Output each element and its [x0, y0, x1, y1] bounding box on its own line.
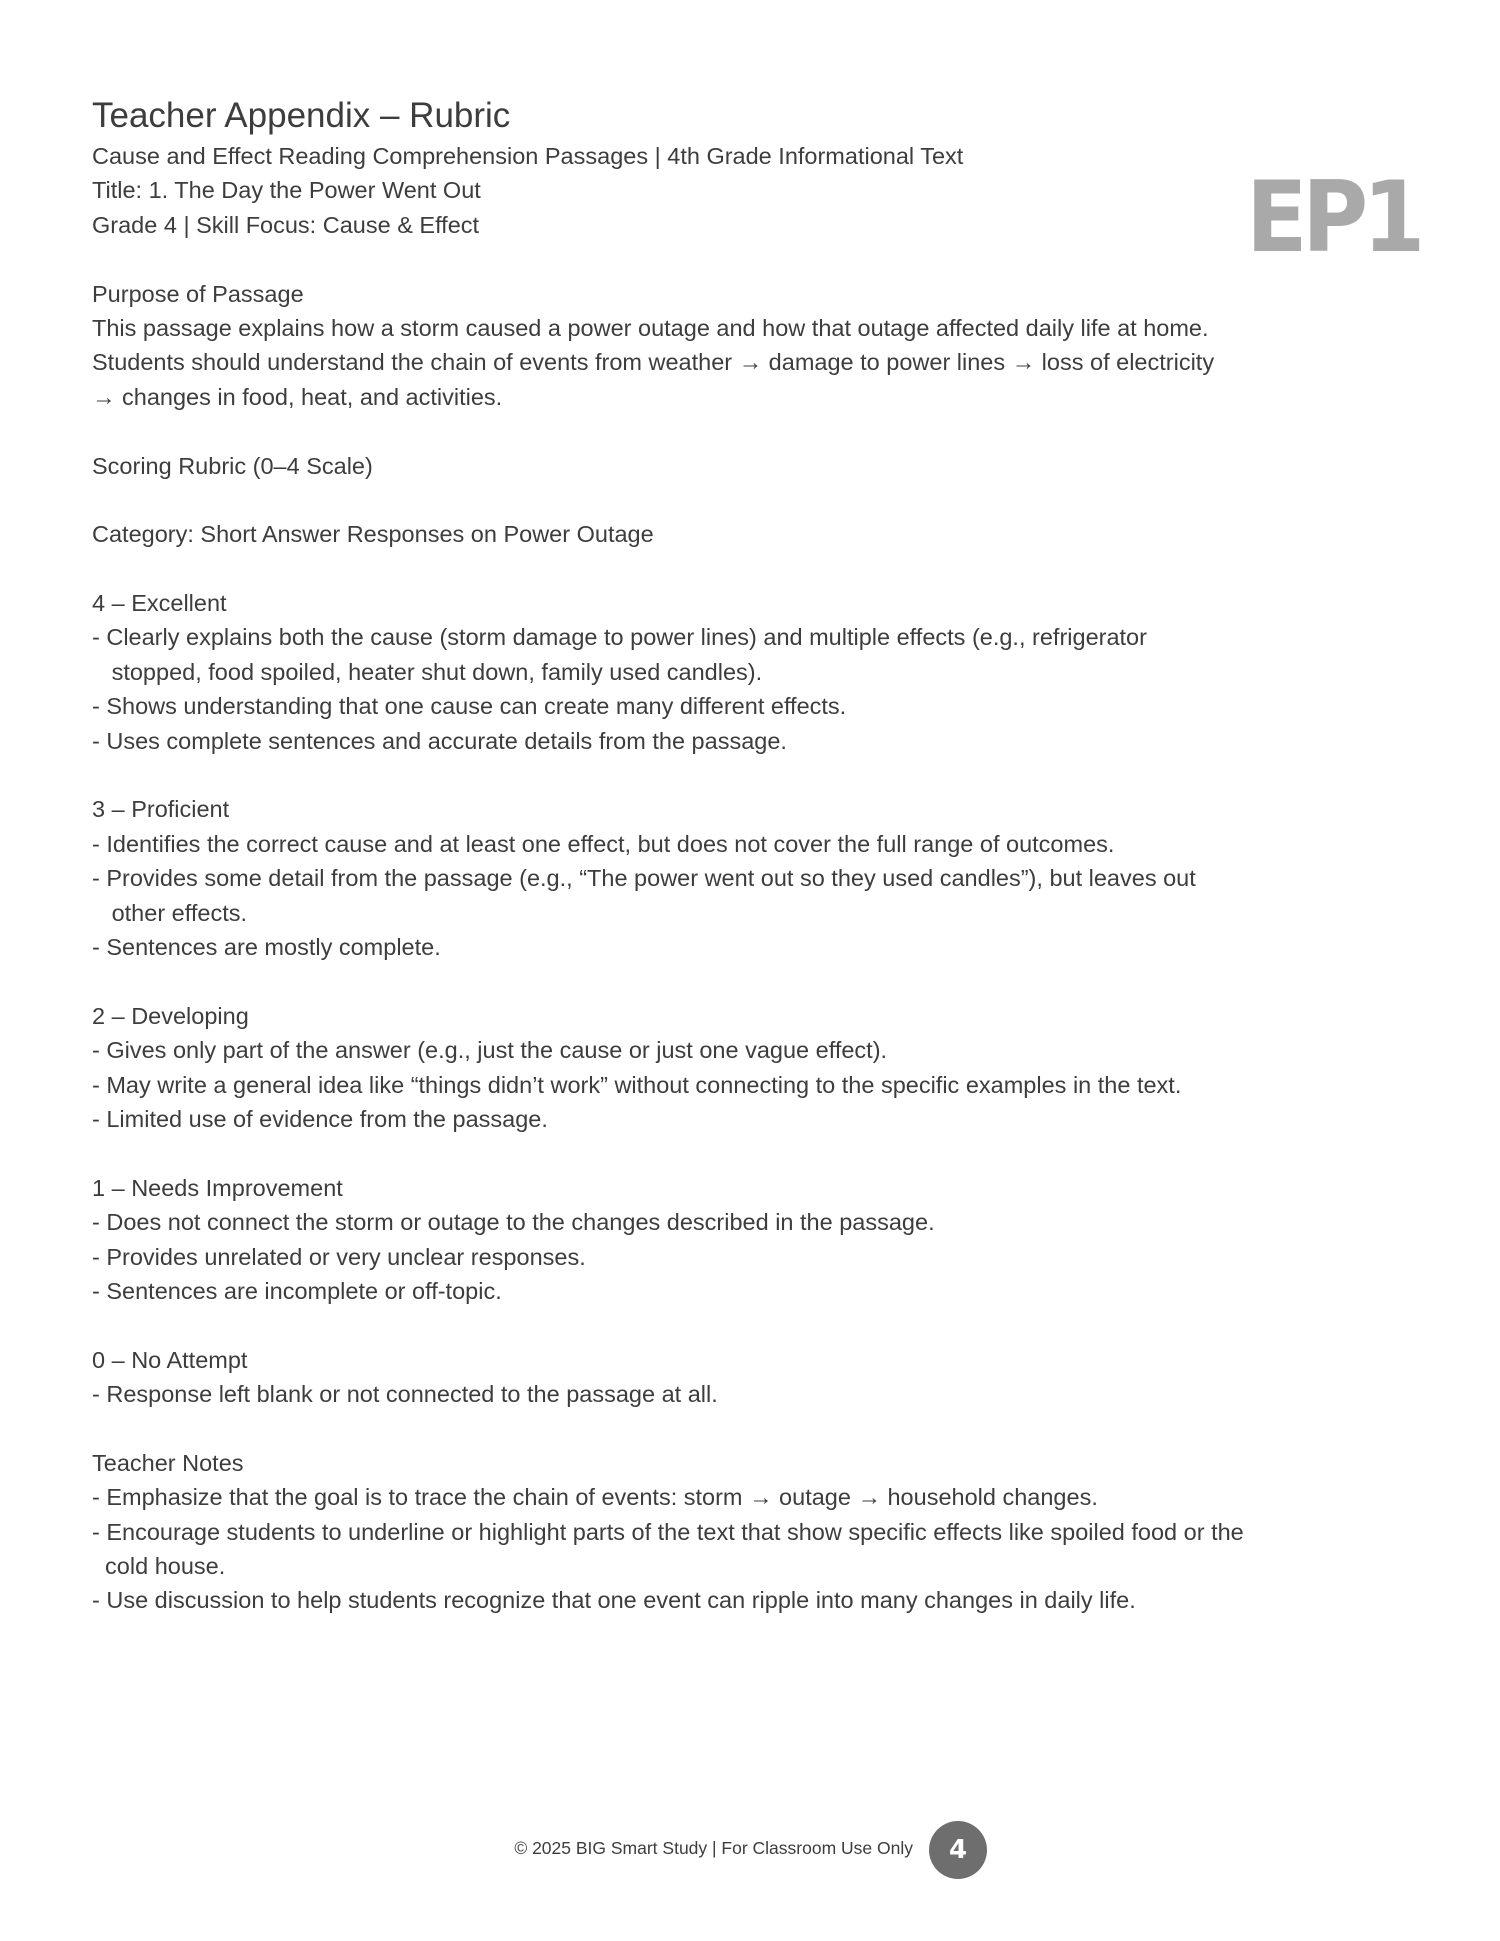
passage-code-badge: EP1	[1246, 161, 1420, 275]
level-heading: 2 – Developing	[92, 1002, 249, 1029]
page-title: Teacher Appendix – Rubric	[92, 96, 511, 135]
level-line: - Shows understanding that one cause can create many different effects.	[92, 693, 847, 720]
level-line: - Sentences are mostly complete.	[92, 933, 441, 960]
level-line: - Identifies the correct cause and at least one effect, but does not cover the full range of outcomes.	[92, 830, 1115, 857]
level-heading: 3 – Proficient	[92, 796, 230, 823]
level-line: - Uses complete sentences and accurate details from the passage.	[92, 727, 787, 754]
passage-title: Title: 1. The Day the Power Went Out	[92, 177, 481, 204]
level-line: - Provides unrelated or very unclear responses.	[92, 1243, 586, 1270]
level-line: - Does not connect the storm or outage to the changes described in the passage.	[92, 1209, 935, 1236]
level-line: - Gives only part of the answer (e.g., just the cause or just one vague effect).	[92, 1037, 888, 1064]
notes-heading: Teacher Notes	[92, 1449, 244, 1476]
purpose-line: Students should understand the chain of events from weather → damage to power lines → loss of electricity	[92, 349, 1215, 376]
notes-line: cold house.	[92, 1553, 226, 1580]
document-body	[92, 139, 1352, 1618]
level-line: - Clearly explains both the cause (storm damage to power lines) and multiple effects (e.g., refrigerator	[92, 624, 1147, 651]
level-heading: 0 – No Attempt	[92, 1346, 248, 1373]
page-footer	[0, 1820, 1500, 1880]
grade-skill: Grade 4 | Skill Focus: Cause & Effect	[92, 211, 480, 238]
notes-line: - Encourage students to underline or highlight parts of the text that show specific effects like spoiled food or the	[92, 1518, 1244, 1545]
level-line: - May write a general idea like “things didn’t work” without connecting to the specific examples in the text.	[92, 1071, 1182, 1098]
level-line: - Provides some detail from the passage (e.g., “The power went out so they used candles”), but leaves out	[92, 865, 1196, 892]
notes-line: - Use discussion to help students recognize that one event can ripple into many changes in daily life.	[92, 1587, 1136, 1614]
page-number-badge: 4	[929, 1821, 987, 1879]
purpose-line: → changes in food, heat, and activities.	[92, 383, 503, 410]
level-heading: 1 – Needs Improvement	[92, 1174, 343, 1201]
purpose-heading: Purpose of Passage	[92, 280, 304, 307]
notes-line: - Emphasize that the goal is to trace the chain of events: storm → outage → household changes.	[92, 1484, 1098, 1511]
level-heading: 4 – Excellent	[92, 590, 227, 617]
category-heading: Category: Short Answer Responses on Power Outage	[92, 521, 654, 548]
level-line: - Response left blank or not connected to the passage at all.	[92, 1381, 718, 1408]
purpose-line: This passage explains how a storm caused a power outage and how that outage affected daily life at home.	[92, 314, 1209, 341]
copyright-text: © 2025 BIG Smart Study | For Classroom Use Only	[514, 1838, 913, 1858]
level-line: stopped, food spoiled, heater shut down, family used candles).	[92, 658, 763, 685]
level-line: - Limited use of evidence from the passage.	[92, 1105, 548, 1132]
level-line: other effects.	[92, 899, 248, 926]
subtitle: Cause and Effect Reading Comprehension Passages | 4th Grade Informational Text	[92, 143, 964, 169]
scale-heading: Scoring Rubric (0–4 Scale)	[92, 452, 373, 479]
level-line: - Sentences are incomplete or off-topic.	[92, 1277, 502, 1304]
